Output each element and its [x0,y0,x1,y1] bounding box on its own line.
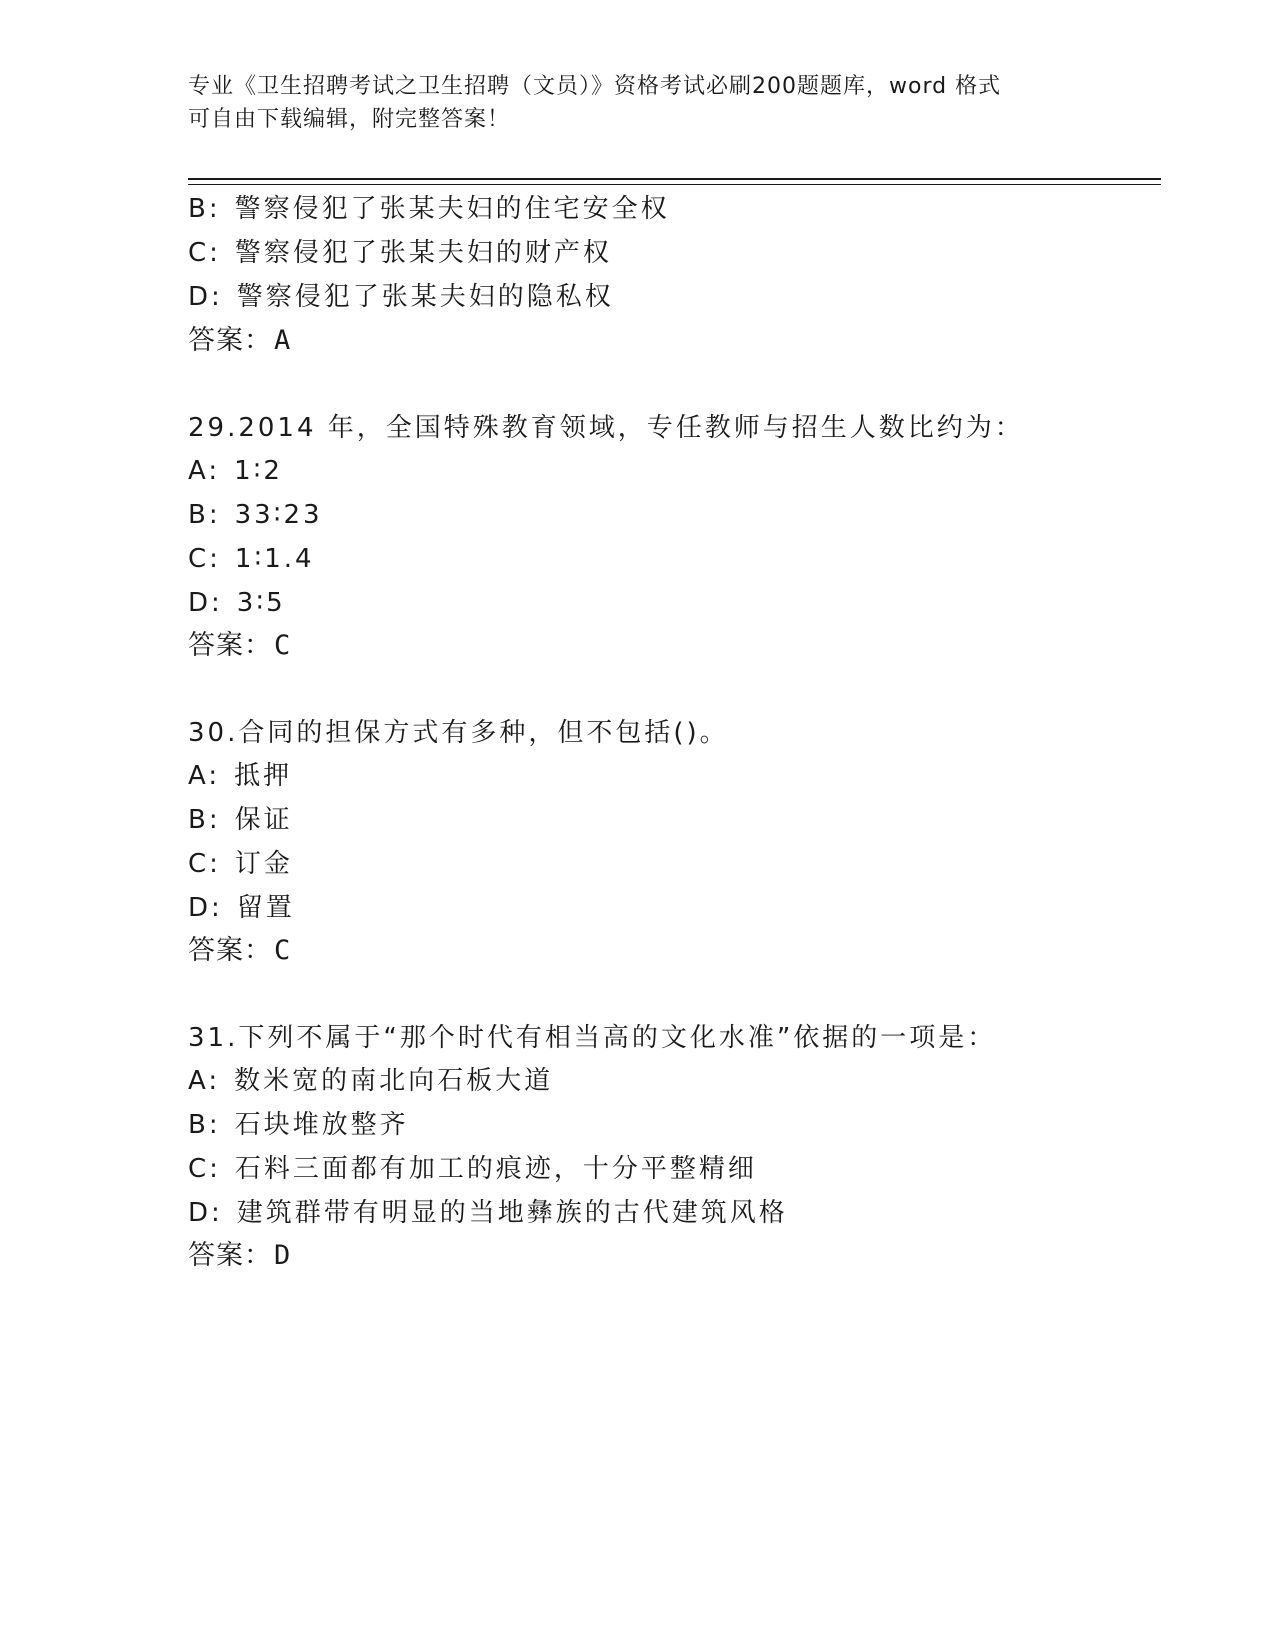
header-title-line-1: 专业《卫生招聘考试之卫生招聘（文员）》资格考试必刷200题题库，word 格式 [188,74,1002,99]
option-d [188,891,295,925]
header-divider-thin [188,184,1161,185]
option-text: 石块堆放整齐 [234,1110,409,1140]
answer-line [188,324,291,358]
question-stem: 31.下列不属于“那个时代有相当高的文化水准”依据的一项是： [188,1023,997,1053]
answer-label: 答案： [188,935,272,966]
option-text: 33∶23 [234,500,323,530]
answer-label: 答案： [188,325,272,356]
answer-line [188,934,291,968]
question-stem: 30.合同的担保方式有多种，但不包括()。 [188,718,729,748]
option-letter: C: [188,238,221,268]
answer-value: C [274,935,292,966]
answer-label: 答案： [188,1240,272,1271]
option-letter: C: [188,1154,221,1184]
option-c [188,847,293,881]
option-d [188,1196,788,1230]
option-text: 建筑群带有明显的当地彝族的古代建筑风格 [236,1198,788,1228]
option-b [188,192,670,226]
option-b [188,1108,409,1142]
option-letter: C: [188,544,221,574]
option-c [188,1152,757,1186]
option-letter: D: [188,282,223,312]
option-text: 留置 [236,893,295,923]
option-text: 3∶5 [236,588,286,618]
option-letter: A: [188,761,221,791]
option-letter: D: [188,588,223,618]
option-text: 1∶1.4 [234,544,315,574]
option-letter: A: [188,456,221,486]
answer-line [188,1239,291,1273]
option-letter: B: [188,500,221,530]
option-text: 石料三面都有加工的痕迹，十分平整精细 [234,1154,757,1184]
option-text: 订金 [234,849,293,879]
option-b [188,498,323,532]
header-title-line-2: 可自由下载编辑，附完整答案！ [188,107,511,132]
option-d [188,586,286,620]
question-stem: 29.2014 年，全国特殊教育领域，专任教师与招生人数比约为： [188,413,1024,443]
option-text: 警察侵犯了张某夫妇的住宅安全权 [234,194,670,224]
option-c [188,542,315,576]
option-letter: A: [188,1066,221,1096]
answer-value: D [274,1240,292,1271]
option-text: 抵押 [234,761,293,791]
option-b [188,803,293,837]
option-letter: D: [188,1198,223,1228]
option-letter: D: [188,893,223,923]
option-a [188,454,283,488]
answer-line [188,629,291,663]
option-letter: B: [188,1110,221,1140]
option-d [188,280,614,314]
option-text: 保证 [234,805,293,835]
option-text: 警察侵犯了张某夫妇的隐私权 [236,282,614,312]
option-letter: B: [188,194,221,224]
option-text: 1∶2 [234,456,283,486]
option-c [188,236,612,270]
option-letter: B: [188,805,221,835]
header-divider-thick [188,178,1161,180]
option-text: 数米宽的南北向石板大道 [234,1066,554,1096]
option-letter: C: [188,849,221,879]
option-a [188,1064,553,1098]
answer-label: 答案： [188,630,272,661]
option-a [188,759,292,793]
answer-value: C [274,630,292,661]
document-header [188,70,1068,136]
option-text: 警察侵犯了张某夫妇的财产权 [234,238,612,268]
answer-value: A [274,325,292,356]
